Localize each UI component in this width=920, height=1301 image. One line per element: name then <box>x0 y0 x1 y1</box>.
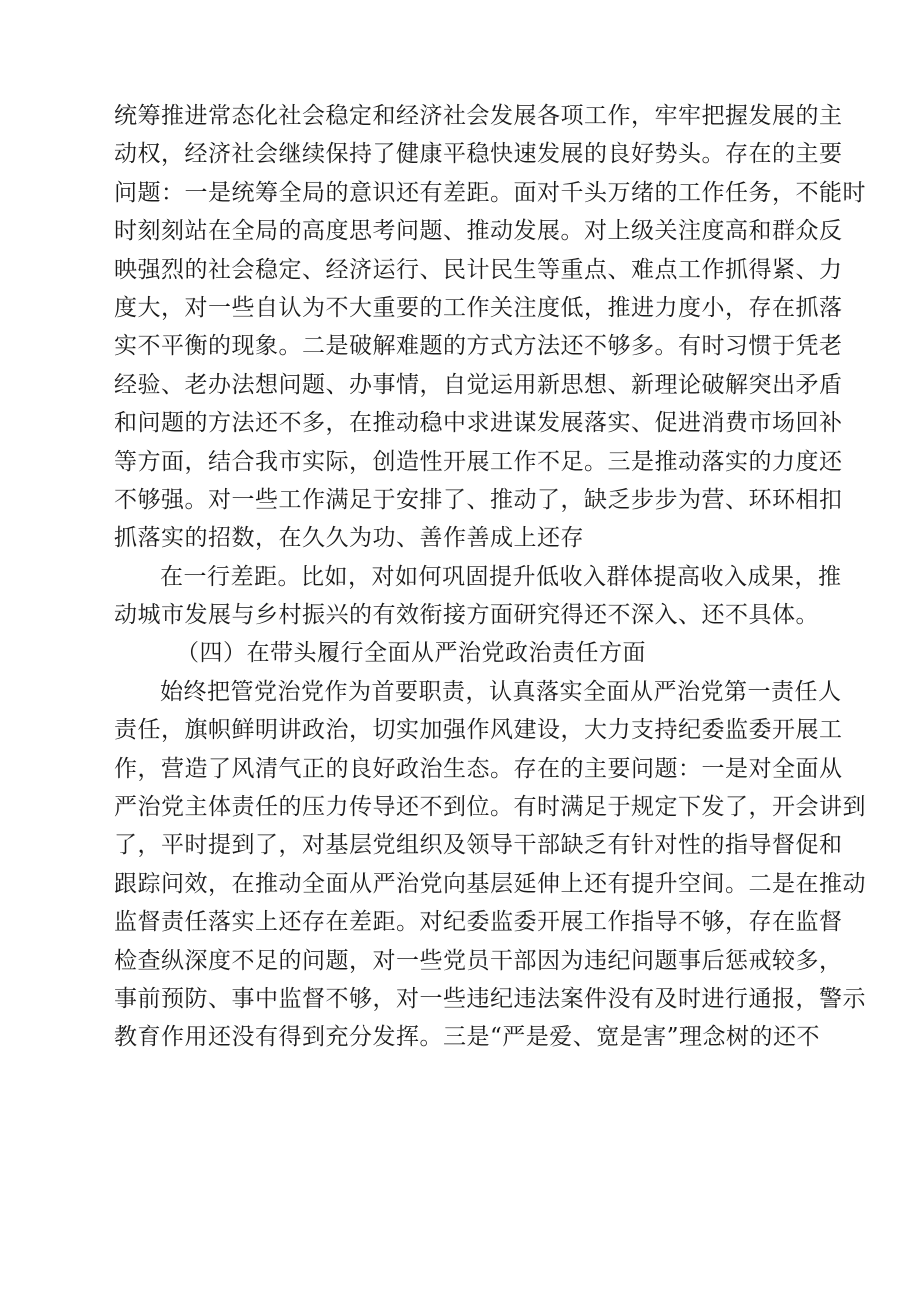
document-body <box>114 97 866 1057</box>
text-line: 检查纵深度不足的问题，对一些党员干部因为违纪问题事后惩戒较多， <box>114 947 843 974</box>
text-line: 不够强。对一些工作满足于安排了、推动了，缺乏步步为营、环环相扣 <box>114 486 843 513</box>
text-line: 映强烈的社会稳定、经济运行、民计民生等重点、难点工作抓得紧、力 <box>114 256 843 283</box>
text-line: 监督责任落实上还存在差距。对纪委监委开展工作指导不够，存在监督 <box>114 909 843 936</box>
text-line: 和问题的方法还不多，在推动稳中求进谋发展落实、促进消费市场回补 <box>114 410 843 437</box>
text-line: 作，营造了风清气正的良好政治生态。存在的主要问题：一是对全面从 <box>114 755 843 782</box>
text-line: 等方面，结合我市实际，创造性开展工作不足。三是推动落实的力度还 <box>114 448 843 475</box>
text-line: 抓落实的招数，在久久为功、善作善成上还存 <box>114 525 584 552</box>
text-line: 严治党主体责任的压力传导还不到位。有时满足于规定下发了，开会讲到 <box>114 794 866 821</box>
text-line: 时刻刻站在全局的高度思考问题、推动发展。对上级关注度高和群众反 <box>114 218 843 245</box>
text-line: 统筹推进常态化社会稳定和经济社会发展各项工作，牢牢把握发展的主 <box>114 103 843 129</box>
paragraph-start-line: 始终把管党治党作为首要职责，认真落实全面从严治党第一责任人 <box>160 678 842 705</box>
text-line: 经验、老办法想问题、办事情，自觉运用新思想、新理论破解突出矛盾 <box>114 371 843 398</box>
text-line: 动权，经济社会继续保持了健康平稳快速发展的良好势头。存在的主要 <box>114 141 843 168</box>
text-line: 度大，对一些自认为不大重要的工作关注度低，推进力度小，存在抓落 <box>114 294 843 321</box>
paragraph-start-line: 在一行差距。比如，对如何巩固提升低收入群体提高收入成果，推 <box>160 563 842 590</box>
text-line: 教育作用还没有得到充分发挥。三是“严是爱、宽是害”理念树的还不 <box>114 1024 821 1051</box>
text-line: 事前预防、事中监督不够，对一些违纪违法案件没有及时进行通报，警示 <box>114 985 866 1012</box>
text-line: 跟踪问效，在推动全面从严治党向基层延伸上还有提升空间。二是在推动 <box>114 870 866 897</box>
section-heading: （四）在带头履行全面从严治党政治责任方面 <box>176 640 646 667</box>
text-line: 动城市发展与乡村振兴的有效衔接方面研究得还不深入、还不具体。 <box>114 602 819 629</box>
text-line: 实不平衡的现象。二是破解难题的方式方法还不够多。有时习惯于凭老 <box>114 333 843 360</box>
text-line: 了，平时提到了，对基层党组织及领导干部缺乏有针对性的指导督促和 <box>114 832 843 859</box>
text-line: 问题：一是统筹全局的意识还有差距。面对千头万绪的工作任务，不能时 <box>114 179 866 206</box>
text-line: 责任，旗帜鲜明讲政治，切实加强作风建设，大力支持纪委监委开展工 <box>114 717 843 744</box>
